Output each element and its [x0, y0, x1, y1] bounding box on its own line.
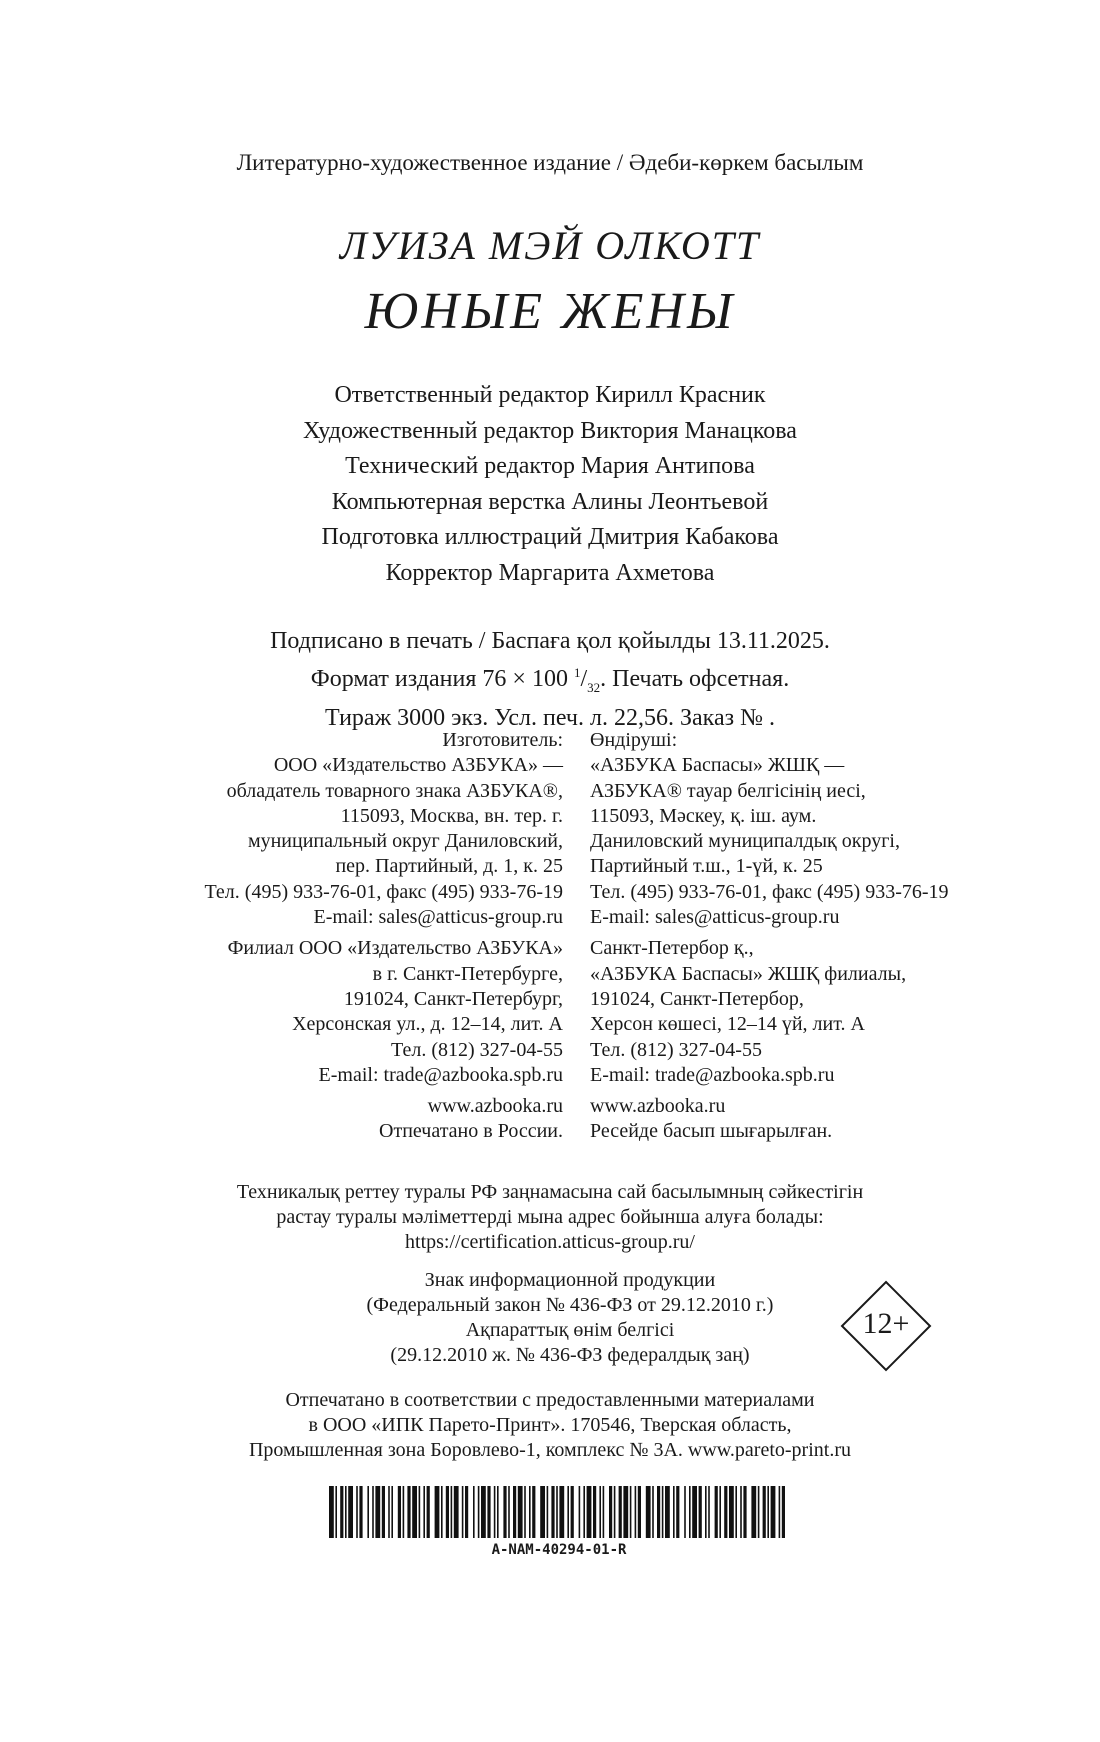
printer-block [0, 1388, 1100, 1463]
footer-ru-line: Отпечатано в России. [379, 1120, 563, 1143]
staff-line: Художественный редактор Виктория Манацкова [303, 417, 797, 444]
manufacturer-ru-column [204, 728, 563, 1145]
printer-line: в ООО «ИПК Парето-Принт». 170546, Тверская область, [308, 1414, 792, 1436]
printer-line: Промышленная зона Боровлево-1, комплекс № 3А. www.pareto-print.ru [248, 1439, 851, 1461]
footer-kz-line: Ресейде басып шығарылған. [590, 1120, 833, 1143]
manufacturer-kz-line: Өндіруші: [590, 729, 678, 751]
manufacturer-ru-line: 115093, Москва, вн. тер. г. [340, 804, 563, 827]
staff-line: Ответственный редактор Кирилл Красник [334, 382, 766, 408]
branch-kz-line: Тел. (812) 327-04-55 [590, 1038, 762, 1061]
footer-kz-line: www.azbooka.ru [590, 1095, 726, 1118]
printer-line: Отпечатано в соответствии с предоставленными материалами [285, 1389, 815, 1411]
manufacturer-ru-line: E-mail: sales@atticus-group.ru [313, 906, 563, 929]
branch-kz-line: Херсон көшесі, 12–14 үй, лит. А [590, 1013, 865, 1036]
branch-ru-line: в г. Санкт-Петербурге, [372, 962, 563, 985]
edition-type: Литературно-художественное издание / Әдеби-көркем басылым [236, 150, 864, 175]
manufacturer-ru-line: ООО «Издательство АЗБУКА» — [273, 754, 563, 777]
age-rating: 12+ [862, 1307, 910, 1340]
footer-ru-line: www.azbooka.ru [427, 1095, 563, 1118]
manufacturer-ru-line: Тел. (495) 933-76-01, факс (495) 933-76-19 [204, 880, 563, 903]
branch-kz-line: 191024, Санкт-Петербор, [590, 987, 804, 1010]
print-info [0, 626, 1100, 734]
book-title: ЮНЫЕ ЖЕНЫ [364, 283, 736, 340]
format-prefix: Формат издания 76 × 100 [310, 666, 574, 692]
info-sign-line: (Федеральный закон № 436-ФЗ от 29.12.2010 г.) [366, 1294, 774, 1316]
certification-block [0, 1180, 1100, 1255]
staff-line: Подготовка иллюстраций Дмитрия Кабакова [321, 524, 779, 550]
format-line [0, 657, 1100, 703]
certification-link[interactable]: https://certification.atticus-group.ru/ [405, 1231, 695, 1253]
format-num: 1 [573, 665, 581, 680]
branch-ru-line: 191024, Санкт-Петербург, [343, 987, 563, 1010]
staff-line: Технический редактор Мария Антипова [345, 453, 755, 479]
format-suffix: . Печать офсетная. [600, 666, 790, 692]
staff-line: Компьютерная верстка Алины Леонтьевой [331, 488, 769, 515]
print-run: Тираж 3000 экз. Усл. печ. л. 22,56. Заказ № . [325, 704, 775, 731]
manufacturer-kz-column [590, 728, 949, 1145]
branch-kz-line: Санкт-Петербор қ., [590, 937, 754, 960]
manufacturer-ru-line: пер. Партийный, д. 1, к. 25 [335, 855, 563, 878]
barcode [329, 1486, 789, 1538]
barcode-text: A-NAM-40294-01-R [491, 1542, 627, 1558]
manufacturer-kz-line: Даниловский муниципалдық округі, [590, 830, 900, 853]
info-sign-line: (29.12.2010 ж. № 436-ФЗ федералдық заң) [390, 1344, 750, 1366]
manufacturer-kz-line: АЗБУКА® тауар белгісінің иесі, [590, 779, 866, 802]
manufacturer-kz-line: Тел. (495) 933-76-01, факс (495) 933-76-19 [590, 880, 949, 903]
branch-kz-line: «АЗБУКА Баспасы» ЖШҚ филиалы, [590, 962, 907, 985]
certification-line: Техникалық реттеу туралы РФ заңнамасына сай басылымның сәйкестігін [236, 1181, 864, 1203]
age-rating-badge [840, 1280, 932, 1372]
manufacturer-ru-line: Изготовитель: [442, 729, 563, 751]
certification-line: растау туралы мәліметтерді мына адрес бойынша алуға болады: [276, 1206, 824, 1228]
editorial-staff [0, 378, 1100, 591]
manufacturer-kz-line: «АЗБУКА Баспасы» ЖШҚ — [590, 754, 845, 777]
manufacturer-kz-line: 115093, Мәскеу, қ. іш. аум. [590, 804, 817, 827]
format-sep: / [580, 666, 588, 692]
info-sign-line: Ақпараттық өнім белгісі [465, 1319, 675, 1341]
branch-ru-line: Филиал ООО «Издательство АЗБУКА» [227, 937, 563, 960]
branch-ru-line: Тел. (812) 327-04-55 [391, 1038, 563, 1061]
manufacturer-ru-line: обладатель товарного знака АЗБУКА®, [226, 779, 563, 802]
signed-date: Подписано в печать / Баспаға қол қойылды 13.11.2025. [270, 628, 830, 654]
branch-ru-line: Херсонская ул., д. 12–14, лит. А [292, 1013, 563, 1036]
manufacturer-ru-line: муниципальный округ Даниловский, [247, 830, 563, 853]
branch-kz-line: E-mail: trade@azbooka.spb.ru [590, 1063, 835, 1086]
staff-line: Корректор Маргарита Ахметова [385, 559, 715, 586]
manufacturer-kz-line: Партийный т.ш., 1-үй, к. 25 [590, 855, 823, 878]
author-name: ЛУИЗА МЭЙ ОЛКОТТ [339, 223, 761, 268]
manufacturer-kz-line: E-mail: sales@atticus-group.ru [590, 906, 840, 929]
format-den: 32 [587, 679, 601, 695]
info-sign-line: Знак информационной продукции [424, 1269, 716, 1291]
info-sign-block [0, 1268, 1100, 1368]
branch-ru-line: E-mail: trade@azbooka.spb.ru [318, 1063, 563, 1086]
